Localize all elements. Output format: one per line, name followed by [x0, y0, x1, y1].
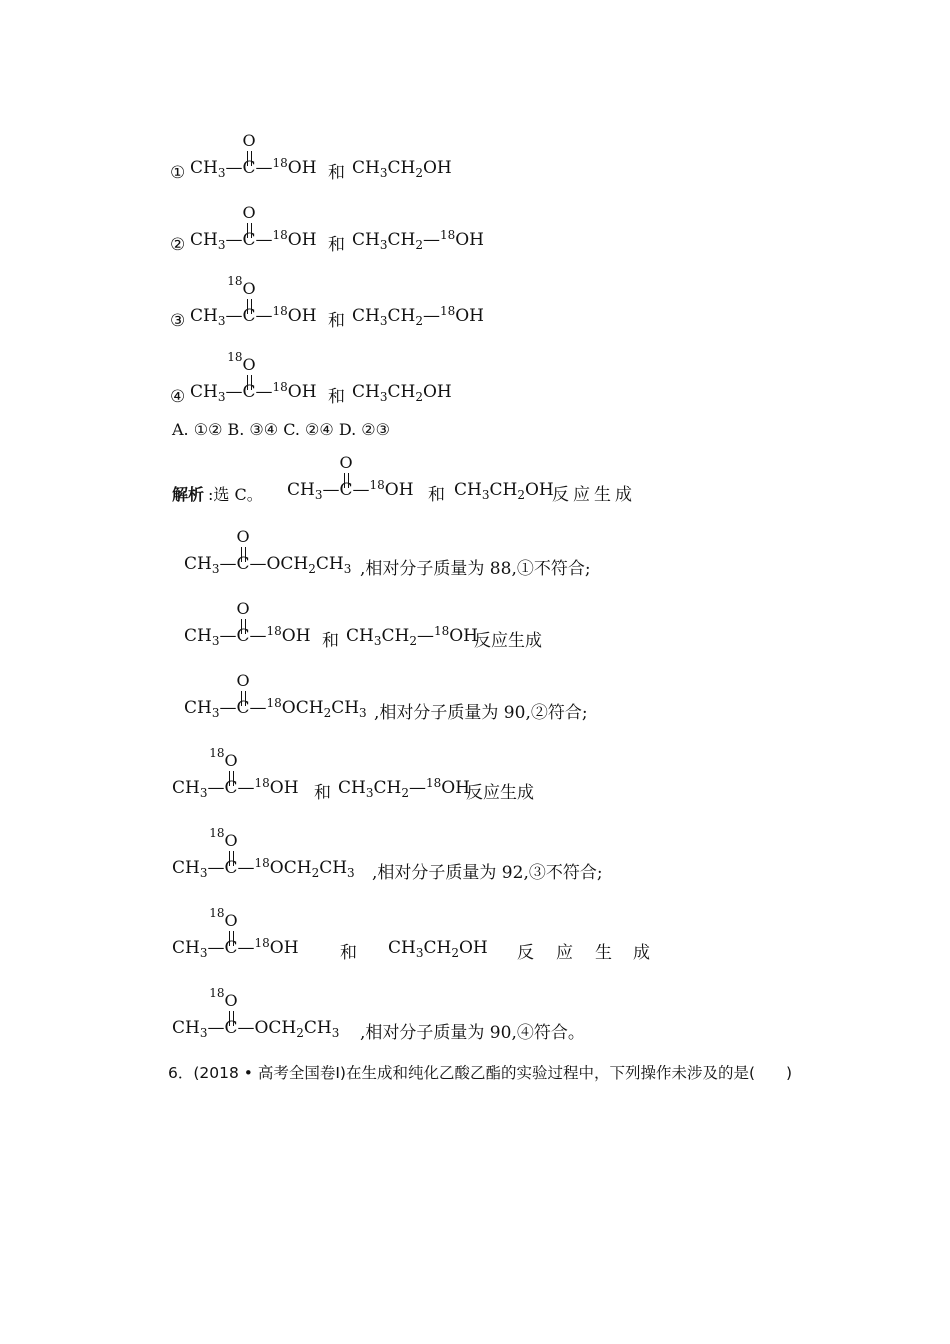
reaction-char: 反 [517, 943, 534, 963]
acid-formula: $CH_3—C—^{18}OH$ [190, 380, 317, 404]
reaction-char: 成 [633, 943, 650, 963]
carbonyl-group: O [234, 529, 252, 562]
alcohol-formula: $CH_3CH_2OH$ [388, 938, 488, 960]
acid-formula: $CH_3—C—^{18}OH$ [190, 304, 317, 328]
carbonyl-group: O [240, 205, 258, 238]
reaction-text: 反应生成 [466, 783, 534, 803]
alcohol-formula: $CH_3CH_2—^{18}OH$ [338, 776, 471, 800]
carbonyl-group-18o: 18 O [222, 993, 240, 1026]
question-6: 6．(2018 • 高考全国卷Ⅰ)在生成和纯化乙酸乙酯的实验过程中，下列操作未涉及的是( ) [168, 1064, 793, 1082]
connector: 和 [328, 235, 345, 255]
acid-formula: $CH_3—C—^{18}OH$ [190, 156, 317, 180]
carbonyl-group-18o: 18 O [240, 357, 258, 390]
alcohol-formula: $CH_3CH_2—^{18}OH$ [352, 228, 485, 252]
connector: 和 [322, 631, 339, 651]
alcohol-formula: $CH_3CH_2OH$ [352, 382, 452, 404]
acid-formula: $CH_3—C—^{18}OH$ [172, 776, 299, 800]
carbonyl-group-18o: 18 O [222, 753, 240, 786]
acid-formula: $CH_3—C—^{18}OH$ [184, 624, 311, 648]
carbonyl-group-18o: 18 O [222, 833, 240, 866]
connector: 和 [328, 163, 345, 183]
acid-formula: $CH_3—C—^{18}OH$ [172, 936, 299, 960]
connector: 和 [428, 485, 445, 505]
carbonyl-group: O [234, 601, 252, 634]
reaction-char: 应 [556, 943, 573, 963]
connector: 和 [328, 387, 345, 407]
ester-formula: $CH_3—C—OCH_2CH_3$ [184, 554, 352, 576]
connector: 和 [328, 311, 345, 331]
alcohol-formula: $CH_3CH_2OH$ [454, 480, 554, 502]
result-text: ,相对分子质量为 90,②符合; [374, 703, 588, 723]
carbonyl-group-18o: 18 O [240, 281, 258, 314]
result-text: ,相对分子质量为 88,①不符合; [360, 559, 591, 579]
result-text: ,相对分子质量为 92,③不符合; [372, 863, 603, 883]
carbonyl-group: O [337, 455, 355, 488]
line-number: ② [170, 235, 186, 255]
acid-formula: $CH_3—C—^{18}OH$ [287, 478, 414, 502]
result-text: ,相对分子质量为 90,④符合。 [360, 1023, 585, 1043]
alcohol-formula: $CH_3CH_2—^{18}OH$ [346, 624, 479, 648]
alcohol-formula: $CH_3CH_2OH$ [352, 158, 452, 180]
carbonyl-group: O [240, 133, 258, 166]
reaction-text: 反应生成 [474, 631, 542, 651]
answer-options: A. ①② B. ③④ C. ②④ D. ②③ [172, 420, 390, 439]
ester-formula: $CH_3—C—^{18}OCH_2CH_3$ [184, 696, 367, 720]
acid-formula: $CH_3—C—^{18}OH$ [190, 228, 317, 252]
line-number: ④ [170, 387, 186, 407]
connector: 和 [314, 783, 331, 803]
line-number: ① [170, 163, 186, 183]
carbonyl-group-18o: 18 O [222, 913, 240, 946]
ester-formula: $CH_3—C—OCH_2CH_3$ [172, 1018, 340, 1040]
reaction-char: 生 [595, 943, 612, 963]
ester-formula: $CH_3—C—^{18}OCH_2CH_3$ [172, 856, 355, 880]
analysis-intro: :选 C。 [208, 485, 263, 504]
connector: 和 [340, 943, 357, 963]
reaction-text: 反应生成 [552, 485, 636, 505]
alcohol-formula: $CH_3CH_2—^{18}OH$ [352, 304, 485, 328]
analysis-label: 解析 [172, 485, 205, 504]
line-number: ③ [170, 311, 186, 331]
carbonyl-group: O [234, 673, 252, 706]
